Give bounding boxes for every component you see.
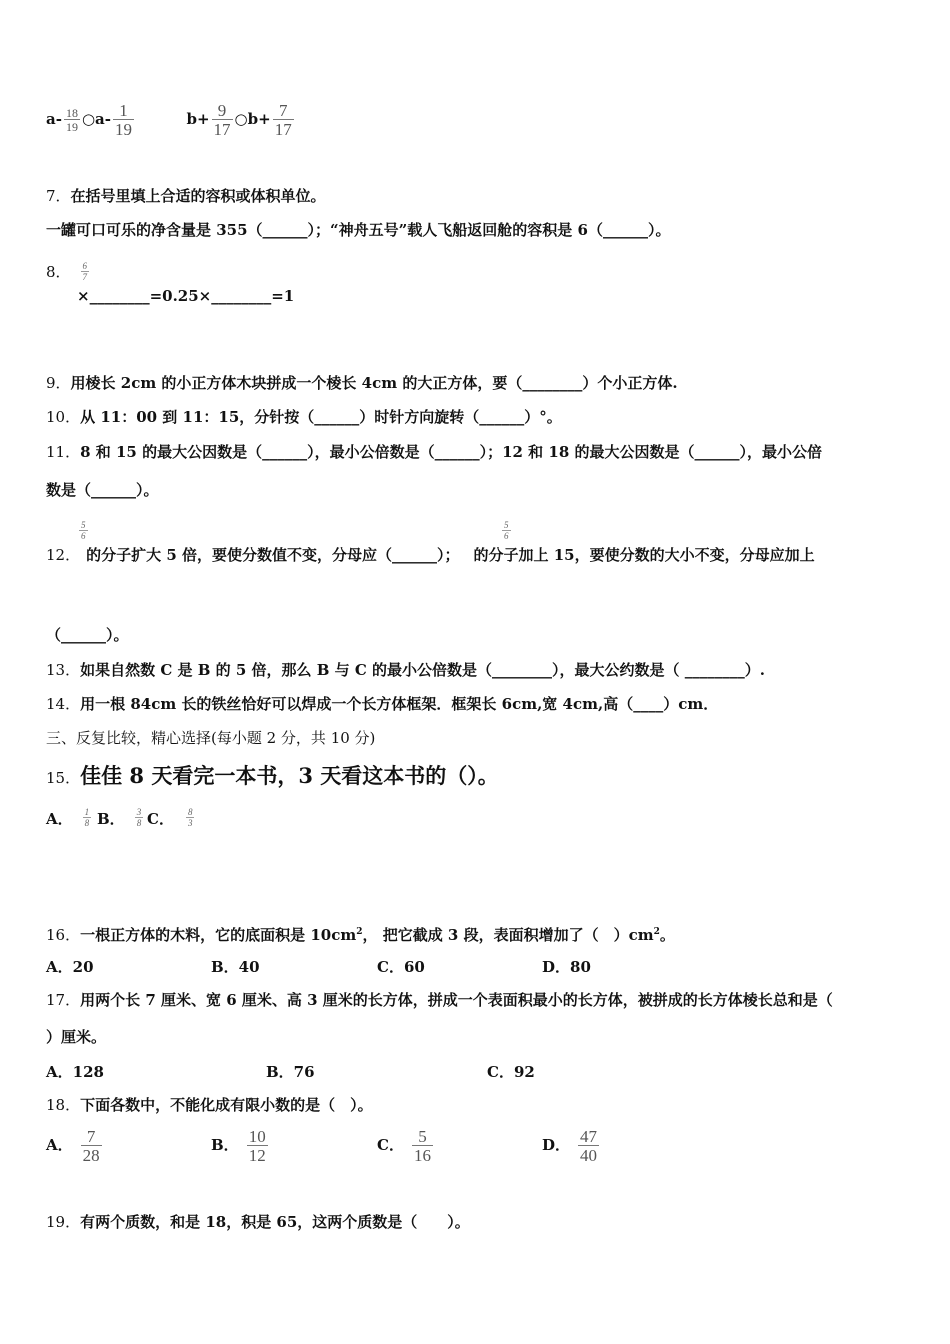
question-11: 11．8 和 15 的最大公因数是（______），最小公倍数是（______）；12 和 18 的最大公因数是（______），最小公倍 [46,443,822,461]
fraction-18-19: $\frac{18}{19}$ [65,106,78,134]
question-18-option-b[interactable]: B． $\frac{10}{12}$ [211,1127,266,1165]
question-18-option-d[interactable]: D． $\frac{47}{40}$ [542,1127,598,1165]
question-15-option-c[interactable]: C． $\frac{8}{3}$ [147,807,193,828]
question-19: 19．有两个质数，和是 18，积是 65，这两个质数是（ ）。 [46,1213,470,1231]
question-9: 9．用棱长 2cm 的小正方体木块拼成一个棱长 4cm 的大正方体，要（________）个小正方体. [46,374,678,392]
fraction-6-7: $\frac{6}{7}$ [82,261,88,282]
fraction-1-19: $\frac{1}{19}$ [115,101,132,139]
question-11-cont: 数是（______）。 [46,481,159,499]
question-15-option-a[interactable]: A． $\frac{1}{8}$ [46,807,90,828]
question-15-option-b[interactable]: B． $\frac{3}{8}$ [97,807,142,828]
question-12-cont: （______）。 [46,626,129,644]
question-12-fraction-1: $\frac{5}{6}$ [81,519,86,541]
question-15: 15．佳佳 8 天看完一本书，3 天看这本书的（）。 [46,763,499,788]
question-13: 13．如果自然数 C 是 B 的 5 倍，那么 B 与 C 的最小公倍数是（________），最大公约数是（ ________）. [46,661,765,679]
question-16: 16．一根正方体的木料，它的底面积是 $10cm^2$， 把它截成 3 段，表面积增加了（ ）$cm^2$。 [46,926,675,944]
question-18-option-a[interactable]: A． $\frac{7}{28}$ [46,1127,100,1165]
question-17-option-a[interactable]: A．128 [46,1063,104,1081]
fraction-9-17: $\frac{9}{17}$ [213,101,231,139]
question-17-option-b[interactable]: B．76 [266,1063,315,1081]
compare-line: a- $\frac{18}{19}$ ○a- $\frac{1}{19}$ b+ $\frac{9}{17}$ ○b+ $\frac{7}{17}$ [46,101,292,139]
question-17-cont: ）厘米。 [46,1028,107,1046]
question-14: 14．用一根 84cm 长的铁丝恰好可以焊成一个长方体框架．框架长 6cm,宽 4cm,高（____）cm． [46,695,719,713]
question-10: 10．从 11：00 到 11：15，分针按（______）时针方向旋转（______）°。 [46,408,562,426]
question-17: 17．用两个长 7 厘米、宽 6 厘米、高 3 厘米的长方体，拼成一个表面积最小的长方体，被拼成的长方体棱长总和是（ [46,991,833,1009]
question-16-option-a[interactable]: A．20 [46,958,94,976]
question-18-option-c[interactable]: C． $\frac{5}{16}$ [377,1127,431,1165]
question-7-title: 7．在括号里填上合适的容积或体积单位。 [46,187,326,205]
section-3-heading: 三、反复比较，精心选择(每小题 2 分，共 10 分) [46,729,376,747]
fraction-7-17: $\frac{7}{17}$ [274,101,292,139]
question-17-option-c[interactable]: C．92 [487,1063,535,1081]
question-8-text: ×________=0.25×________=1 [77,287,295,305]
question-16-option-d[interactable]: D．80 [542,958,591,976]
question-16-option-b[interactable]: B．40 [211,958,260,976]
question-18: 18．下面各数中，不能化成有限小数的是（ ）。 [46,1096,373,1114]
question-8: 8． $\frac{6}{7}$ [46,261,88,282]
question-16-option-c[interactable]: C．60 [377,958,425,976]
question-12: 12． 的分子扩大 5 倍，要使分数值不变，分母应（______）； 的分子加上 15，要使分数的大小不变，分母应加上 [46,546,815,564]
question-12-fraction-2: $\frac{5}{6}$ [504,519,509,541]
question-7-line: 一罐可口可乐的净含量是 355（______）；“神舟五号”载人飞船返回舱的容积是 6（______）。 [46,221,671,239]
